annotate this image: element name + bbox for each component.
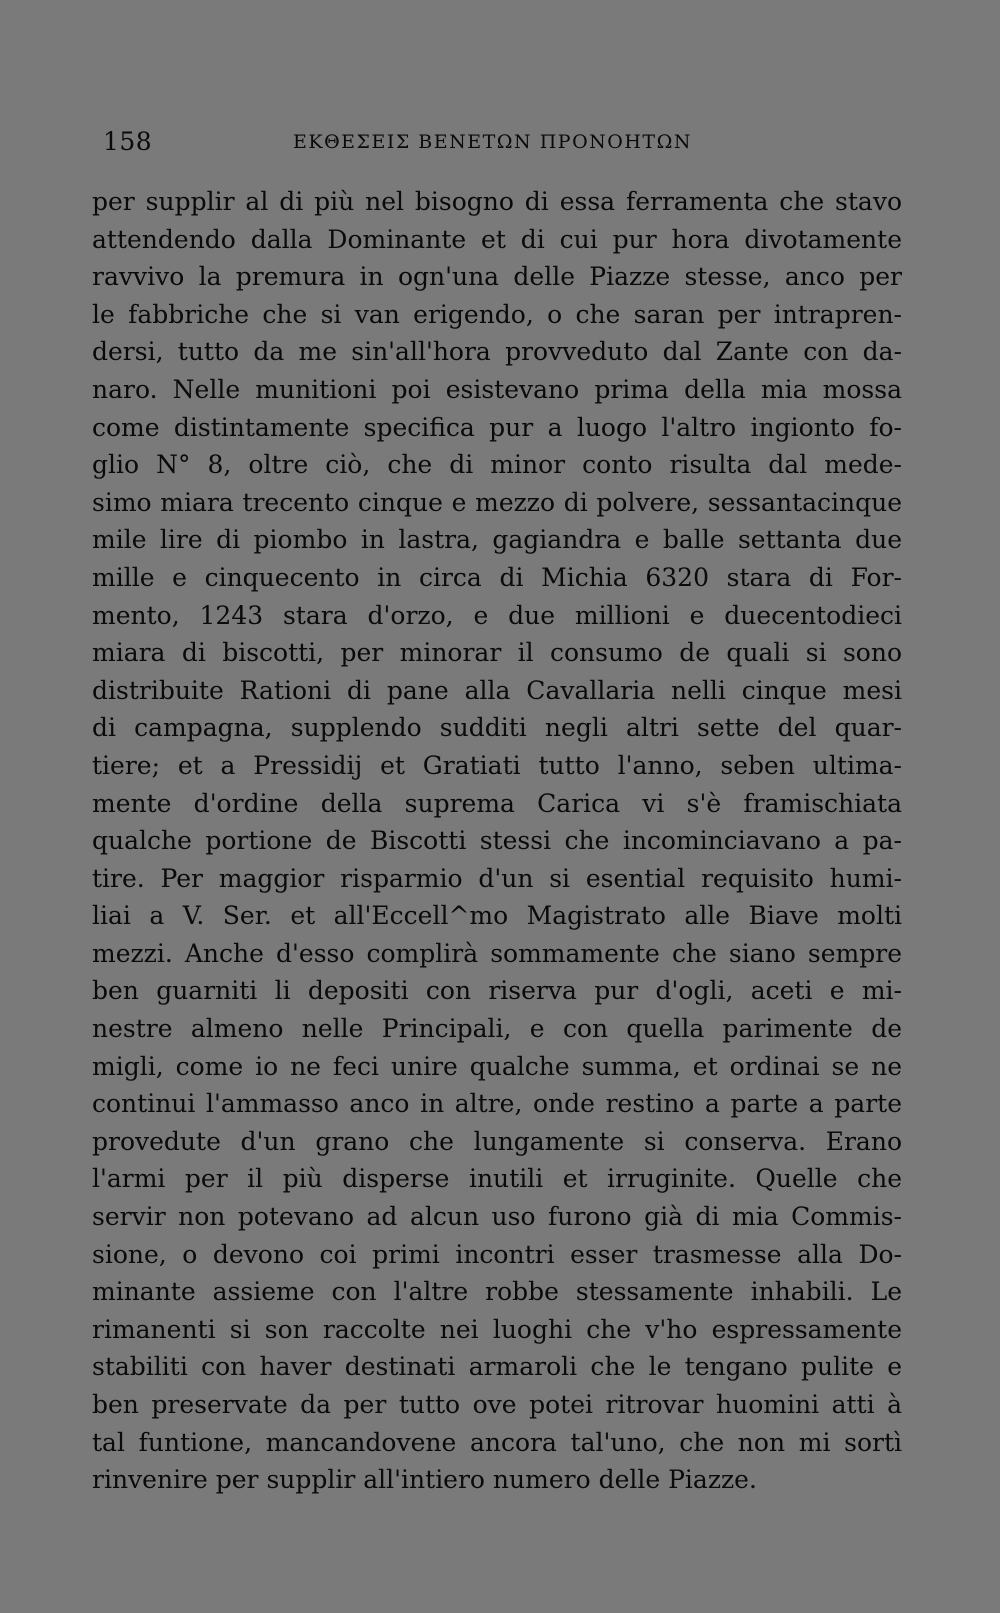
text-line: per supplir al di più nel bisogno di essa ferramenta che stavo (92, 187, 902, 216)
text-line: mile lire di piombo in lastra, gagiandra e balle settanta due (92, 525, 902, 555)
text-line: qualche portione de Biscotti stessi che incominciavano a pa- (92, 826, 902, 856)
text-line: stabiliti con haver destinati armaroli che le tengano pulite e (92, 1352, 902, 1382)
text-line: provedute d'un grano che lungamente si conserva. Erano (92, 1126, 902, 1156)
page-header (103, 127, 863, 163)
text-line: come distintamente specifica pur a luogo l'altro ingionto fo- (92, 412, 902, 442)
text-line: migli, come io ne feci unire qualche summa, et ordinai se ne (92, 1051, 902, 1081)
text-line: ravvivo la premura in ogn'una delle Piazze stesse, anco per (92, 262, 902, 292)
text-line: liai a V. Ser. et all'Eccell^mo Magistrato alle Biave molti (92, 901, 902, 931)
page-number: 158 (103, 127, 153, 156)
text-line: naro. Nelle munitioni poi esistevano prima della mia mossa (92, 374, 902, 404)
text-line: nestre almeno nelle Principali, e con quella parimente de (92, 1014, 902, 1044)
text-line: minante assieme con l'altre robbe stessamente inhabili. Le (92, 1277, 902, 1307)
text-line: mento, 1243 stara d'orzo, e due millioni e duecentodieci (92, 600, 902, 630)
text-line: di campagna, supplendo sudditi negli altri sette del quar- (92, 713, 902, 743)
text-line: tal funtione, mancandovene ancora tal'uno, che non mi sortì (92, 1427, 902, 1457)
body-text (92, 183, 902, 1499)
text-line: mille e cinquecento in circa di Michia 6320 stara di For- (92, 562, 902, 592)
text-line: tire. Per maggior risparmio d'un si esential requisito humi- (92, 863, 902, 893)
text-line: continui l'ammasso anco in altre, onde restino a parte a parte (92, 1089, 902, 1119)
text-line: sione, o devono coi primi incontri esser trasmesse alla Do- (92, 1239, 902, 1269)
text-line: tiere; et a Pressidij et Gratiati tutto l'anno, seben ultima- (92, 750, 902, 780)
text-line: ben preservate da per tutto ove potei ritrovar huomini atti à (92, 1390, 902, 1419)
text-line: glio N° 8, oltre ciò, che di minor conto risulta dal mede- (92, 450, 902, 480)
text-line: miara di biscotti, per minorar il consumo de quali si sono (92, 638, 902, 668)
text-line: l'armi per il più disperse inutili et irruginite. Quelle che (92, 1164, 902, 1194)
text-line: servir non potevano ad alcun uso furono già di mia Commis- (92, 1202, 902, 1232)
running-title: ΕΚΘΕΣΕΙΣ ΒΕΝΕΤΩΝ ΠΡΟΝΟΗΤΩΝ (293, 131, 692, 153)
text-line: simo miara trecento cinque e mezzo di polvere, sessantacinque (92, 487, 902, 517)
text-line: mente d'ordine della suprema Carica vi s'è framischiata (92, 788, 902, 818)
text-line: ben guarniti li depositi con riserva pur d'ogli, aceti e mi- (92, 976, 902, 1006)
text-line: dersi, tutto da me sin'all'hora provveduto dal Zante con da- (92, 337, 902, 367)
text-line: rinvenire per supplir all'intiero numero delle Piazze. (92, 1465, 757, 1495)
text-line: le fabbriche che si van erigendo, o che saran per intrapren- (92, 299, 902, 329)
text-line: mezzi. Anche d'esso complirà sommamente che siano sempre (92, 938, 902, 968)
text-line: attendendo dalla Dominante et di cui pur hora divotamente (92, 224, 902, 254)
text-line: rimanenti si son raccolte nei luoghi che v'ho espressamente (92, 1314, 902, 1344)
text-line: distribuite Rationi di pane alla Cavallaria nelli cinque mesi (92, 675, 902, 705)
